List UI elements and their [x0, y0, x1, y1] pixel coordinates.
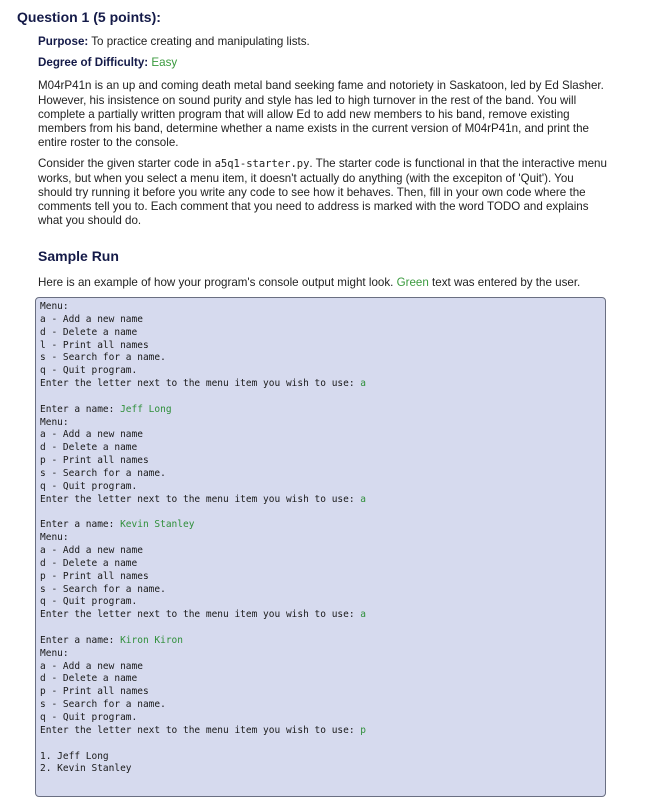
console-line — [40, 738, 605, 751]
console-line — [40, 686, 605, 699]
console-output-text: s - Search for a name. — [40, 352, 166, 364]
console-output-text: Enter a name: — [40, 403, 121, 415]
console-output-text: s - Search for a name. — [40, 699, 166, 711]
console-line — [40, 519, 605, 532]
console-output-text: d - Delete a name — [40, 326, 138, 338]
console-user-input: a — [360, 609, 367, 621]
console-output-text: p - Print all names — [40, 570, 149, 582]
console-line — [40, 635, 605, 648]
console-line — [40, 648, 605, 661]
difficulty-value: Easy — [151, 56, 178, 70]
console-line — [40, 314, 605, 327]
console-line — [40, 725, 605, 738]
assignment-content — [38, 35, 608, 298]
question-title: Question 1 (5 points): — [17, 9, 161, 25]
description-p2-after: . The starter code is functional in that the interactive menu works, but when you select a menu item, it doesn't actually do anything (with the excepiton of 'Quit'). You should try running it before you write any code to see how it behaves. Then, fill in your own code where the comments tell you to. Each comment that you need to address is marked with the word TODO and explains what you should do. — [38, 157, 607, 228]
console-line — [40, 404, 605, 417]
sample-intro-before: Here is an example of how your program's console output might look. — [38, 276, 397, 290]
console-user-input: p — [360, 724, 367, 736]
console-line — [40, 442, 605, 455]
sample-run-heading: Sample Run — [38, 248, 119, 265]
console-line — [40, 494, 605, 507]
console-output-text: a - Add a new name — [40, 313, 143, 325]
console-output-box — [35, 297, 606, 797]
console-output-text: Enter a name: — [40, 634, 121, 646]
purpose-label: Purpose: — [38, 35, 89, 48]
starter-filename: a5q1-starter.py — [214, 158, 310, 171]
description-paragraph-2 — [38, 157, 608, 228]
console-output-text: d - Delete a name — [40, 557, 138, 569]
console-output-text: Enter the letter next to the menu item you wish to use: — [40, 609, 361, 621]
console-output-text: Enter the letter next to the menu item you wish to use: — [40, 378, 361, 390]
console-line — [40, 751, 605, 764]
console-line — [40, 468, 605, 481]
console-output-text: q - Quit program. — [40, 596, 138, 608]
console-output-text: q - Quit program. — [40, 365, 138, 377]
difficulty-label: Degree of Difficulty: — [38, 56, 149, 70]
console-output-text: Menu: — [40, 301, 69, 312]
console-line — [40, 455, 605, 468]
purpose-text: To practice creating and manipulating lists. — [88, 35, 310, 48]
console-output-text: l - Print all names — [40, 339, 149, 351]
console-output-text: d - Delete a name — [40, 673, 138, 685]
console-output-text: Menu: — [40, 647, 69, 659]
console-line — [40, 661, 605, 674]
console-output-text: p - Print all names — [40, 686, 149, 698]
console-line — [40, 712, 605, 725]
console-output-text: a - Add a new name — [40, 660, 143, 672]
console-line — [40, 352, 605, 365]
console-output-text: 2. Kevin Stanley — [40, 763, 132, 775]
sample-intro-after: text was entered by the user. — [428, 276, 581, 290]
console-line — [40, 340, 605, 353]
difficulty-paragraph — [38, 56, 608, 70]
console-output-text: a - Add a new name — [40, 545, 143, 557]
console-line — [40, 378, 605, 391]
console-output-text: Menu: — [40, 416, 69, 428]
console-line — [40, 481, 605, 494]
console-output-text: a - Add a new name — [40, 429, 143, 441]
console-line — [40, 429, 605, 442]
description-paragraph-1: M04rP41n is an up and coming death metal band seeking fame and notoriety in Saskatoon, led by Ed Slasher. However, his insistence on sound purity and style has led to high turnover in the rest of the band. You will complete a partially written program that will allow Ed to add new members to his band, remove existing members from his band, determine whether a name exists in the current version of M04rP41n, and print the entire roster to the console. — [38, 79, 604, 150]
console-user-input: Kevin Stanley — [120, 519, 195, 531]
console-output-text: q - Quit program. — [40, 480, 138, 492]
console-user-input: Kiron Kiron — [120, 634, 183, 646]
console-output-text: 1. Jeff Long — [40, 750, 109, 762]
console-output-text: Enter the letter next to the menu item you wish to use: — [40, 493, 361, 505]
console-output-text: p - Print all names — [40, 455, 149, 467]
sample-run-intro — [38, 276, 608, 290]
console-line — [40, 699, 605, 712]
console-line — [40, 596, 605, 609]
purpose-paragraph — [38, 35, 608, 49]
console-output-text: s - Search for a name. — [40, 467, 166, 479]
console-line — [40, 571, 605, 584]
console-line — [40, 301, 605, 314]
console-user-input: Jeff Long — [120, 403, 172, 415]
console-line — [40, 507, 605, 520]
console-output-text: q - Quit program. — [40, 712, 138, 723]
console-line — [40, 584, 605, 597]
console-line — [40, 622, 605, 635]
console-line — [40, 673, 605, 686]
console-output-text: Enter the letter next to the menu item you wish to use: — [40, 724, 361, 736]
console-line — [40, 532, 605, 545]
console-line — [40, 417, 605, 430]
console-line — [40, 391, 605, 404]
console-output-text: Menu: — [40, 532, 69, 544]
console-line — [40, 545, 605, 558]
console-line — [40, 327, 605, 340]
console-user-input: a — [360, 493, 367, 505]
console-line — [40, 558, 605, 571]
console-output-text: s - Search for a name. — [40, 583, 166, 595]
console-line — [40, 763, 605, 776]
console-line — [40, 365, 605, 378]
console-output-text: Enter a name: — [40, 519, 121, 531]
description-p2-before: Consider the given starter code in — [38, 157, 215, 171]
sample-intro-green: Green — [396, 276, 429, 290]
console-output-text: d - Delete a name — [40, 442, 138, 454]
console-user-input: a — [360, 378, 367, 390]
console-line — [40, 609, 605, 622]
